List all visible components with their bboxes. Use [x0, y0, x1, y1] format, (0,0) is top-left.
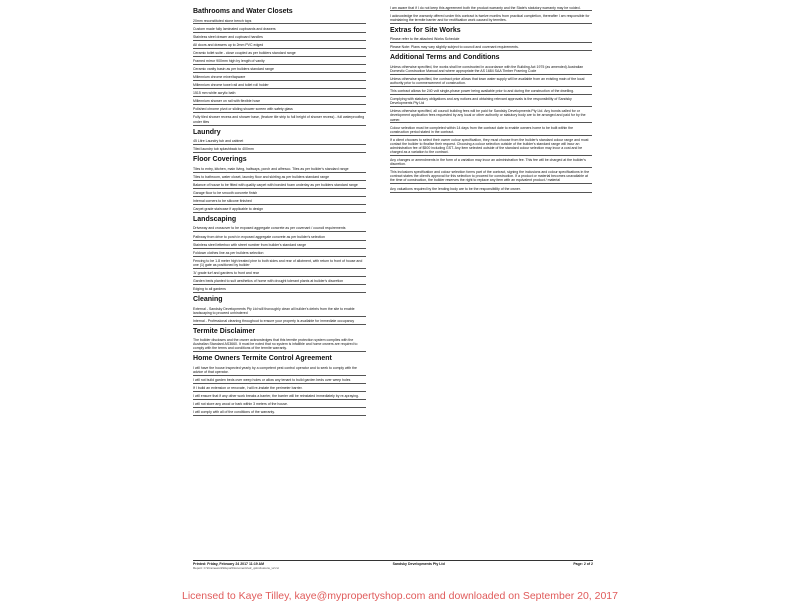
- list-item: Garage floor to be smooth concrete finish: [193, 190, 366, 196]
- list-item: 'A' grade turf and gardens to front and rear: [193, 270, 366, 276]
- list-item: Complying with statutory obligations and any notices and obtaining relevant approvals is the responsibility of Sandsky Developments Pty Ltd: [390, 97, 592, 108]
- list-item: If a client chooses to select their owner colour specification, they must choose from the builder's standard colour range and must contact the builder to finalise their request. Choosing a colour selection outside of the builder's standard range will incur an administration fee of $500 including GST. Any item selected outside of the standard colour selection may incur a cost and be charged as a variation to the contract.: [390, 137, 592, 156]
- list-item: Please Note: Plans may vary slightly subject to council and covenant requirements.: [390, 45, 592, 51]
- list-item: All doors and drawers up to 2mm PVC edged: [193, 42, 366, 48]
- list-item: The builder discloses and the owner acknowledges that this termite protection system complies with the Australian Standard AS3660. It must be noted that no system is infallible and home owners are required to comply with the terms and conditions of the termite warranty.: [193, 338, 366, 353]
- list-item: Unless otherwise specified, the works shall be constructed in accordance with the Building Act 1975 (as amended) Australian Domestic Construction Manual and where appropriate the AS 1684 SAA Timber Framing Code: [390, 64, 592, 75]
- list-item: Edging to all gardens: [193, 287, 366, 293]
- list-item: Any valuations required by the lending body are to be the responsibility of the owner.: [390, 186, 592, 192]
- section-title-extras-for-site-works: Extras for Site Works: [390, 26, 461, 34]
- list-item: 1515 mm white acrylic bath: [193, 91, 366, 97]
- list-item: Internal corners to be silicone finished: [193, 198, 366, 204]
- list-item: Carpet grade staircase if applicable to design: [193, 206, 366, 212]
- list-item: Garden beds planted to suit aesthetics of home with drought tolerant plants at builder's discretion: [193, 279, 366, 285]
- list-item: Driveway and crossover to be exposed aggregate concrete as per covenant / council requirements: [193, 226, 366, 232]
- list-item: I will have the house inspected yearly by a competent pest control operator and to seek to comply with the advice of that operator.: [193, 365, 366, 376]
- list-item: Custom made fully laminated cupboards and drawers: [193, 26, 366, 32]
- list-item: Millennium shower on rail with flexible hose: [193, 99, 366, 105]
- right-column: [390, 5, 592, 194]
- section-title-cleaning: Cleaning: [193, 296, 223, 304]
- list-item: 20mm reconstituted stone bench tops: [193, 18, 366, 24]
- list-item: Foldown clothes line as per builders selection: [193, 250, 366, 256]
- list-item: This contract allows for 240 volt single-phase power being available prior to and during the construction of the dwelling.: [390, 89, 592, 95]
- list-item: I acknowledge the warranty offered under this contract is twelve months from practical completion, thereafter I am responsible for maintaining the termite barrier and for rectification work caused by termites.: [390, 13, 592, 24]
- list-item: Ceramic vanity basin as per builders standard range: [193, 66, 366, 72]
- list-item: Tiled laundry tub splashback to 400mm: [193, 147, 366, 153]
- footer-company: Sandsky Developments Pty Ltd: [392, 562, 445, 566]
- list-item: Pathway from drive to porch in exposed aggregate concrete as per builder's selection: [193, 234, 366, 240]
- section-title-bathrooms-and-water-closets: Bathrooms and Water Closets: [193, 8, 293, 15]
- list-item: Tiles to bathroom, water closet, laundry floor and skirting as per builders standard range: [193, 174, 366, 180]
- list-item: Millennium chrome towel rail and toilet roll holder: [193, 83, 366, 89]
- list-item: Fully tiled shower recess and shower base, (feature tile strip to full height of shower recess) - full waterproofing under tiles: [193, 115, 365, 124]
- list-item: Balance of house to be fitted with quality carpet with bonded foam underlay as per builders standard range: [193, 182, 366, 188]
- list-item: Internal - Professional cleaning throughout to ensure your property is available for immediate occupancy: [193, 318, 366, 324]
- list-item: Unless otherwise specified, all council building fees will be paid for Sandsky Developments Pty Ltd. Any bonds called for or development application fees requested by any local or other authority or statutory body are to be arranged and paid for by the owner.: [390, 109, 592, 124]
- list-item: Colour selection must be completed within 14 days from the contract date to enable owners home to be built within the construction period stated in the contract.: [390, 125, 592, 136]
- list-item: Stainless steel drawer and cupboard handles: [193, 34, 366, 40]
- list-item: Fencing to be 1.8 meter high treated pine to both sides and rear of allotment, with return to front of house and one (1) gate as positioned by builder: [193, 258, 366, 269]
- list-item: I will comply with all of the conditions of the warranty.: [193, 410, 366, 416]
- list-item: Ceramic toilet suite - close coupled as per builders standard range: [193, 50, 366, 56]
- section-title-home-owners-termite-control-agreement: Home Owners Termite Control Agreement: [193, 355, 332, 363]
- list-item: I will ensure that if any other work breaks a barrier, the barrier will be reinstated immediately by re-spraying.: [193, 394, 366, 400]
- license-watermark: Licensed to Kaye Tilley, kaye@mypropertyshop.com and downloaded on September 20, 2017: [182, 590, 618, 602]
- list-item: I will not build garden beds over weep holes or allow any tenant to build garden beds over weep holes: [193, 378, 366, 384]
- section-title-termite-disclaimer: Termite Disclaimer: [193, 327, 256, 335]
- list-item: Polished chrome pivot or sliding shower screen with safety glass: [193, 107, 366, 113]
- list-item: External - Sandsky Developments Pty Ltd will thoroughly clean all builder's debris from the site to enable landscaping to proceed unhindered: [193, 306, 366, 317]
- list-item: Stainless steel letterbox with street number from builder's standard range: [193, 242, 366, 248]
- list-item: Tiles to entry, kitchen, main living, hallways, porch and alfresco. Tiles as per builder's standard range: [193, 166, 366, 172]
- list-item: I will not store any wood or bark within 3 meters of the house.: [193, 402, 366, 408]
- list-item: Please refer to the attached Works Schedule: [390, 37, 592, 43]
- list-item: I am aware that if I do not keep this agreement both the product warranty and the State's statutory warranty may be voided.: [390, 5, 592, 11]
- footer-printed: Printed: Friday, February 24 2017 11:19 AM: [193, 562, 265, 566]
- footer-page: Page: 2 of 2: [573, 562, 593, 566]
- footer-report: Report: C:\Framework\ReportDocuments\str_qsInclusions_v2.rst: [193, 566, 279, 570]
- page-footer: [193, 560, 593, 570]
- list-item: Any changes or amendments in the form of a variation may incur an administration fee. This fee will be charged at the builder's discretion.: [390, 158, 592, 169]
- list-item: Framed mirror 900mm high by length of vanity: [193, 58, 366, 64]
- list-item: This inclusions specification and colour selection forms part of the contract, signing the inclusions and colour specifications in the contract states the client's approval for this selection to proceed for construction. If a product or material becomes unavailable at the time of construction, the builder reserves the right to replace any item with an equivalent product / material: [390, 170, 592, 185]
- section-title-floor-coverings: Floor Coverings: [193, 156, 247, 164]
- section-title-additional-terms-and-conditions: Additional Terms and Conditions: [390, 54, 500, 62]
- list-item: Millennium chrome mixer/tapware: [193, 75, 366, 81]
- list-item: 45 Litre Laundry tub and cabinet: [193, 139, 366, 145]
- list-item: Unless otherwise specified, the contract price allows that town water supply will be available from an existing main of the local authority prior to commencement of construction.: [390, 76, 592, 87]
- list-item: If I build an extension or renovate, I will re-instate the perimeter barrier.: [193, 386, 366, 392]
- section-title-landscaping: Landscaping: [193, 215, 237, 223]
- section-title-laundry: Laundry: [193, 128, 221, 136]
- left-column: [193, 5, 366, 418]
